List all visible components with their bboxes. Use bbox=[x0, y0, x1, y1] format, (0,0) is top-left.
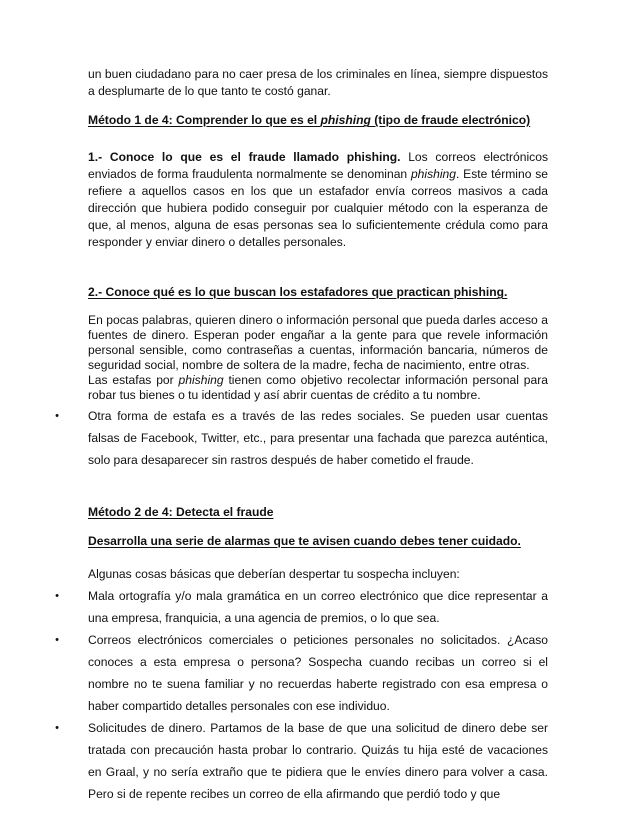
step-1-paragraph bbox=[88, 149, 548, 251]
intro-paragraph: un buen ciudadano para no caer presa de los criminales en línea, siempre dispuestos a desplumarte de lo que tanto te costó ganar. bbox=[88, 67, 548, 98]
bullet-icon: • bbox=[55, 634, 59, 646]
bullet-text: Correos electrónicos comerciales o peticiones personales no solicitados. ¿Acaso conoces a esta empresa o persona? Sospecha cuando recibas un correo si el nombre no te suena familiar y no recuerdas haberte registrado con esa empresa o haber compartido detalles personales con ese individuo. bbox=[88, 633, 548, 713]
method-2-heading: Método 2 de 4: Detecta el fraude bbox=[88, 505, 274, 519]
method-1-heading-italic: phishing bbox=[320, 113, 371, 127]
step-1-heading: 1.- Conoce lo que es el fraude llamado phishing. bbox=[88, 150, 401, 164]
method-1-heading bbox=[88, 112, 548, 129]
step-2-italic: phishing bbox=[178, 373, 224, 387]
bullet-spelling bbox=[55, 585, 548, 629]
bullet-icon: • bbox=[55, 722, 59, 734]
step-2-paragraph: En pocas palabras, quieren dinero o información personal que pueda darles acceso a fuentes de dinero. Esperan poder engañar a la gente para que revele información personal sensible, como contraseñas a cuentas, información bancaria, números de seguridad social, nombre de soltera de la madre, fecha de nacimiento, entre otras. bbox=[88, 313, 548, 372]
step-2-text: Las estafas por bbox=[88, 373, 179, 387]
document-body bbox=[55, 66, 549, 805]
step-1-text-tail: . Este término se refiere a aquellos casos en los que un estafador envía correos masivos a cada dirección que hubiera podido conseguir por cualquier método con la esperanza de que, al menos, alguna de esas personas sea lo suficientemente crédula como para responder y enviar dinero o detalles personales. bbox=[88, 167, 548, 249]
method-2-subheading: Desarrolla una serie de alarmas que te avisen cuando debes tener cuidado. bbox=[88, 534, 521, 548]
step-1-text: Los correos electrónicos enviados de forma fraudulenta normalmente se denominan bbox=[88, 150, 549, 181]
bullet-icon: • bbox=[55, 590, 59, 602]
bullet-text: Otra forma de estafa es a través de las redes sociales. Se pueden usar cuentas falsas de Facebook, Twitter, etc., para presentar una fachada que parezca auténtica, solo para desaparecer sin rastros después de haber cometido el fraude. bbox=[88, 409, 548, 467]
method-1-heading-tail: (tipo de fraude electrónico) bbox=[370, 113, 531, 127]
bullet-text: Mala ortografía y/o mala gramática en un correo electrónico que dice representar a una empresa, franquicia, a una agencia de premios, o lo que sea. bbox=[88, 589, 548, 625]
bullet-social-networks bbox=[55, 405, 548, 471]
step-1-italic: phishing bbox=[410, 167, 456, 181]
step-2-heading: 2.- Conoce qué es lo que buscan los estafadores que practican phishing. bbox=[88, 285, 508, 299]
step-2-paragraph-2 bbox=[88, 373, 548, 403]
step-2-text-tail: tienen como objetivo recolectar información personal para robar tus bienes o tu identidad y así abrir cuentas de crédito a tu nombre. bbox=[88, 373, 548, 402]
bullet-text: Solicitudes de dinero. Partamos de la base de que una solicitud de dinero debe ser tratada con precaución hasta probar lo contrario. Quizás tu hija esté de vacaciones en Graal, y no sería extraño que te pidiera que le envíes dinero para volver a casa. Pero si de repente recibes un correo de ella afirmando que perdió todo y que bbox=[88, 721, 548, 801]
bullet-unsolicited bbox=[55, 629, 548, 717]
method-1-heading-text: Método 1 de 4: Comprender lo que es el bbox=[88, 113, 321, 127]
bullet-icon: • bbox=[55, 410, 59, 422]
bullet-money-requests bbox=[55, 717, 548, 805]
method-2-intro: Algunas cosas básicas que deberían despertar tu sospecha incluyen: bbox=[88, 567, 460, 581]
